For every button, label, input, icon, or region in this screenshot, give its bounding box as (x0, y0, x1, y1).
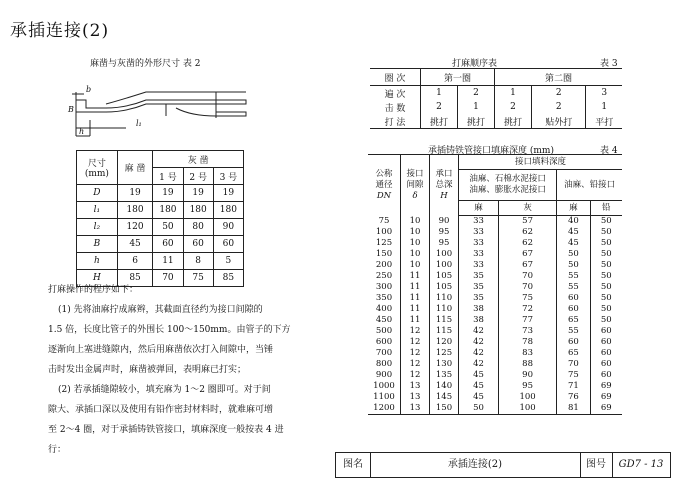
t4-row (368, 381, 622, 392)
t2-row (77, 185, 244, 202)
t4-cell: 100 (498, 392, 556, 403)
t4-cell: 115 (430, 315, 459, 326)
t4-cell: 900 (375, 370, 393, 380)
t4-cell: 600 (375, 337, 393, 347)
text-line: 至 2～4 圈，对于承插铸铁管接口，填麻深度一般按表 4 进 (48, 425, 284, 435)
t3-cell: 1 (457, 100, 494, 114)
t2-row-label: H (77, 270, 118, 287)
title-block (335, 452, 671, 478)
t4-gap-3: δ (412, 190, 418, 201)
t2-cell: 180 (117, 202, 153, 219)
t4-cell: 65 (557, 348, 590, 359)
t4-header-gap (401, 155, 430, 216)
t4-cell: 45 (459, 370, 499, 381)
t4-cell: 50 (590, 227, 622, 238)
t4-sub-hemp1: 麻 (459, 201, 499, 216)
t4-cell: 60 (557, 337, 590, 348)
t4-cell: 75 (498, 293, 556, 304)
t4-cell: 42 (459, 337, 499, 348)
t2-col-size (77, 151, 118, 185)
t4-cell: 83 (498, 348, 556, 359)
t3-cell: 2 (531, 86, 586, 101)
t4-cell: 350 (375, 293, 393, 303)
t4-cell: 60 (557, 304, 590, 315)
t4-cell: 13 (401, 381, 430, 392)
t4-cell: 33 (459, 249, 499, 260)
hemp-sequence-table (370, 68, 622, 129)
t4-cell: 55 (557, 326, 590, 337)
t3-cell: 1 (586, 100, 622, 114)
t4-cell: 12 (401, 359, 430, 370)
diagram-B-label: B (68, 105, 74, 114)
t4-cell: 60 (557, 293, 590, 304)
t4-cell: 55 (557, 282, 590, 293)
t4-cell: 11 (401, 304, 430, 315)
t4-gap-2: 间隙 (406, 179, 424, 190)
text-line: 行： (48, 445, 67, 455)
t4-row (368, 370, 622, 381)
t2-cell: 180 (153, 202, 183, 219)
t2-size-unit: (mm) (84, 169, 109, 179)
t4-cell: 125 (430, 348, 459, 359)
t2-cell: 60 (153, 236, 183, 253)
t4-row (368, 315, 622, 326)
t4-cell: 69 (590, 381, 622, 392)
t2-cell: 45 (117, 236, 153, 253)
t4-cell: 69 (590, 392, 622, 403)
t2-cell: 180 (213, 202, 243, 219)
t4-sub-ash: 灰 (498, 201, 556, 216)
t4-cell: 50 (590, 304, 622, 315)
footer-drawing-number: GD7 - 13 (618, 459, 664, 470)
t3-cell: 2 (457, 86, 494, 101)
t4-cell: 72 (498, 304, 556, 315)
t2-row (77, 253, 244, 270)
table4-number: 表 4 (600, 146, 618, 156)
t4-cell: 145 (430, 392, 459, 403)
t4-row (368, 403, 622, 415)
t2-cell: 19 (153, 185, 183, 202)
t4-cell: 50 (590, 216, 622, 228)
t4-cell: 250 (375, 271, 393, 281)
t2-col-ash-chisel: 灰 凿 (153, 151, 244, 168)
procedure-text (48, 280, 310, 460)
t2-cell: 50 (153, 219, 183, 236)
text-line: 1.5 倍，长度比管子的外围长 100～150mm。由管子的下方 (48, 325, 291, 335)
t3-cell: 3 (586, 86, 622, 101)
t4-depth-2: 总深 (435, 179, 453, 190)
t3-cell: 1 (494, 86, 531, 101)
t4-header-group1 (459, 170, 557, 201)
t4-cell: 95 (430, 227, 459, 238)
diagram-b-label: b (86, 85, 92, 94)
t4-cell: 11 (401, 293, 430, 304)
t4-cell: 42 (459, 348, 499, 359)
t4-cell: 120 (430, 337, 459, 348)
t4-cell: 70 (498, 271, 556, 282)
t3-cell: 挑打 (494, 114, 531, 129)
t3-header-second: 第二圈 (494, 69, 622, 86)
t4-cell: 33 (459, 227, 499, 238)
t4-group1-line2: 油麻、膨胀水泥接口 (469, 185, 546, 195)
t4-row (368, 227, 622, 238)
t4-cell: 60 (590, 359, 622, 370)
t4-gap-1: 接口 (406, 168, 424, 179)
t4-dn-2: 通径 (375, 179, 393, 190)
t4-row (368, 249, 622, 260)
t4-cell: 11 (401, 315, 430, 326)
t4-cell: 38 (459, 315, 499, 326)
t2-cell: 8 (183, 253, 213, 270)
t3-header-round: 圈 次 (370, 69, 421, 86)
t4-cell: 110 (430, 293, 459, 304)
t4-cell: 35 (459, 271, 499, 282)
t4-row (368, 271, 622, 282)
t2-cell: 19 (213, 185, 243, 202)
t4-cell: 42 (459, 359, 499, 370)
t4-cell: 57 (498, 216, 556, 228)
t4-cell: 81 (557, 403, 590, 415)
t4-cell: 12 (401, 348, 430, 359)
t4-cell: 50 (557, 260, 590, 271)
t3-row (370, 114, 622, 129)
text-line: 打麻操作的程序如下： (48, 285, 139, 295)
t4-row (368, 260, 622, 271)
t4-cell: 11 (401, 282, 430, 293)
table3-number: 表 3 (600, 59, 618, 69)
footer-label-number: 图号 (586, 459, 606, 470)
t3-cell: 2 (421, 100, 458, 114)
t4-cell: 75 (557, 370, 590, 381)
t3-row (370, 86, 622, 101)
text-line: (2) 若承插缝隙较小，填充麻为 1～2 圈即可。对于间 (58, 385, 271, 395)
text-line: 击时发出金属声时，麻凿被弹回，表明麻已打实； (48, 365, 247, 375)
t4-row (368, 337, 622, 348)
t2-cell: 85 (117, 270, 153, 287)
t2-sub-1: 1 号 (153, 168, 183, 185)
table3-caption: 打麻顺序表 (452, 59, 498, 69)
t4-row (368, 216, 622, 228)
t4-cell: 62 (498, 227, 556, 238)
t2-row-label: D (77, 185, 118, 202)
t4-cell: 140 (430, 381, 459, 392)
t3-row (370, 100, 622, 114)
t4-cell: 10 (401, 260, 430, 271)
t4-cell: 77 (498, 315, 556, 326)
t4-cell: 125 (375, 238, 393, 248)
t4-cell: 1200 (368, 403, 401, 415)
t4-header-fill: 接口填料深度 (459, 155, 623, 170)
t4-cell: 115 (430, 326, 459, 337)
t4-cell: 60 (590, 348, 622, 359)
t2-cell: 19 (117, 185, 153, 202)
t4-cell: 95 (498, 381, 556, 392)
table4-caption: 承插铸铁管接口填麻深度 (mm) (428, 146, 554, 156)
t2-row (77, 202, 244, 219)
t3-cell: 贴外打 (531, 114, 586, 129)
t4-cell: 150 (375, 249, 393, 259)
t4-cell: 75 (378, 215, 390, 226)
t4-header-group2: 油麻、铅接口 (557, 170, 622, 201)
fill-depth-table (368, 154, 622, 415)
t4-cell: 35 (459, 293, 499, 304)
t3-cell: 挑打 (421, 114, 458, 129)
t4-header-depth (430, 155, 459, 216)
diagram-h-label: h (79, 127, 85, 136)
t4-cell: 45 (459, 381, 499, 392)
t4-cell: 88 (498, 359, 556, 370)
t2-cell: 85 (213, 270, 243, 287)
t4-row (368, 348, 622, 359)
t4-cell: 12 (401, 337, 430, 348)
t4-cell: 73 (498, 326, 556, 337)
t4-cell: 50 (557, 249, 590, 260)
t2-cell: 90 (213, 219, 243, 236)
t2-size-label: 尺寸 (87, 159, 106, 169)
t4-cell: 12 (401, 326, 430, 337)
t4-cell: 69 (590, 403, 622, 415)
t2-cell: 11 (153, 253, 183, 270)
t4-cell: 300 (375, 282, 393, 292)
t2-col-hemp-chisel: 麻 凿 (117, 151, 153, 185)
t4-cell: 45 (557, 227, 590, 238)
t2-row (77, 236, 244, 253)
diagram-l1-label: l₁ (136, 119, 142, 128)
t4-cell: 55 (557, 271, 590, 282)
t4-cell: 150 (430, 403, 459, 415)
t4-cell: 50 (590, 282, 622, 293)
t2-cell: 60 (213, 236, 243, 253)
t4-group1-line1: 油麻、石棉水泥接口 (469, 174, 546, 184)
t4-cell: 10 (401, 227, 430, 238)
t4-row (368, 282, 622, 293)
t4-row (368, 359, 622, 370)
t4-header-dn (368, 155, 401, 216)
t4-cell: 50 (590, 293, 622, 304)
t4-cell: 450 (375, 315, 393, 325)
t2-cell: 180 (183, 202, 213, 219)
t4-cell: 60 (590, 337, 622, 348)
t4-cell: 100 (498, 403, 556, 415)
t2-cell: 70 (153, 270, 183, 287)
t4-depth-1: 承口 (435, 168, 453, 179)
table2-caption: 麻凿与灰凿的外形尺寸 表 2 (90, 59, 201, 69)
t2-cell: 75 (183, 270, 213, 287)
t2-row (77, 219, 244, 236)
text-line: (1) 先将油麻拧成麻辫，其截面直径约为接口间隙的 (58, 305, 263, 315)
t2-row-label: h (77, 253, 118, 270)
t4-cell: 100 (430, 249, 459, 260)
t2-row-label: l₁ (77, 202, 118, 219)
t4-cell: 800 (375, 359, 393, 369)
t4-depth-3: H (440, 190, 448, 201)
t4-cell: 110 (430, 304, 459, 315)
t4-cell: 50 (590, 238, 622, 249)
t4-cell: 105 (430, 271, 459, 282)
chisel-dimensions-table (76, 150, 244, 287)
t4-cell: 60 (590, 370, 622, 381)
t4-cell: 42 (459, 326, 499, 337)
t4-cell: 10 (401, 216, 430, 228)
t4-cell: 130 (430, 359, 459, 370)
t4-cell: 400 (375, 304, 393, 314)
t4-cell: 10 (401, 238, 430, 249)
t4-cell: 1000 (373, 381, 395, 391)
t4-cell: 90 (498, 370, 556, 381)
t4-cell: 10 (401, 249, 430, 260)
t2-cell: 120 (117, 219, 153, 236)
footer-drawing-name: 承插连接(2) (447, 459, 503, 470)
t4-cell: 50 (590, 315, 622, 326)
t2-cell: 5 (213, 253, 243, 270)
t4-cell: 12 (401, 370, 430, 381)
t4-cell: 70 (498, 282, 556, 293)
t4-row (368, 238, 622, 249)
t4-cell: 67 (498, 249, 556, 260)
t4-cell: 50 (459, 403, 499, 415)
t4-cell: 50 (590, 271, 622, 282)
t4-cell: 67 (498, 260, 556, 271)
t2-sub-2: 2 号 (183, 168, 213, 185)
t4-cell: 90 (430, 216, 459, 228)
t4-row (368, 293, 622, 304)
t4-cell: 33 (459, 216, 499, 228)
t3-header-first: 第一圈 (421, 69, 495, 86)
t4-cell: 50 (590, 260, 622, 271)
t2-cell: 60 (183, 236, 213, 253)
t3-cell: 挑打 (457, 114, 494, 129)
t4-cell: 1100 (373, 392, 395, 402)
t4-dn-1: 公称 (375, 168, 393, 179)
page-title: 承插连接(2) (10, 21, 110, 41)
t3-row-label: 击 数 (384, 103, 406, 114)
t4-cell: 45 (557, 238, 590, 249)
t2-sub-3: 3 号 (213, 168, 243, 185)
t4-cell: 50 (590, 249, 622, 260)
t3-cell: 1 (421, 86, 458, 101)
t4-sub-lead: 铅 (590, 201, 622, 216)
t4-cell: 200 (375, 260, 393, 270)
t4-cell: 76 (557, 392, 590, 403)
t4-cell: 100 (375, 227, 393, 237)
text-line: 逐渐向上塞进缝隙内，然后用麻凿依次打入间隙中，当锤 (48, 345, 274, 355)
t4-cell: 65 (557, 315, 590, 326)
t4-cell: 38 (459, 304, 499, 315)
t4-cell: 100 (430, 260, 459, 271)
t4-cell: 13 (401, 403, 430, 415)
t4-cell: 13 (401, 392, 430, 403)
t4-cell: 95 (430, 238, 459, 249)
t4-cell: 40 (557, 216, 590, 228)
t4-cell: 70 (557, 359, 590, 370)
t4-sub-hemp2: 麻 (557, 201, 590, 216)
t2-row-label: l₂ (77, 219, 118, 236)
t3-cell: 2 (494, 100, 531, 114)
t4-cell: 78 (498, 337, 556, 348)
footer-label-name: 图名 (343, 459, 363, 470)
t4-cell: 105 (430, 282, 459, 293)
t4-cell: 33 (459, 260, 499, 271)
t2-row-label: B (77, 236, 118, 253)
text-line: 隙大、承插口深以及使用有铅作密封材料时，就难麻可增 (48, 405, 274, 415)
t4-cell: 11 (401, 271, 430, 282)
t4-cell: 500 (375, 326, 393, 336)
t4-cell: 62 (498, 238, 556, 249)
t2-cell: 19 (183, 185, 213, 202)
t4-cell: 60 (590, 326, 622, 337)
t4-cell: 45 (459, 392, 499, 403)
t2-cell: 80 (183, 219, 213, 236)
t4-cell: 700 (375, 348, 393, 358)
t4-dn-3: DN (376, 190, 392, 201)
t4-cell: 35 (459, 282, 499, 293)
t4-row (368, 326, 622, 337)
chisel-diagram (66, 72, 256, 146)
t2-cell: 6 (117, 253, 153, 270)
t4-cell: 33 (459, 238, 499, 249)
t3-row-label: 打 法 (370, 114, 421, 129)
t4-cell: 71 (557, 381, 590, 392)
t4-row (368, 392, 622, 403)
t3-cell: 2 (531, 100, 586, 114)
t4-cell: 135 (430, 370, 459, 381)
t4-row (368, 304, 622, 315)
t3-row-label: 遍 次 (384, 89, 406, 100)
t3-cell: 平打 (586, 114, 622, 129)
